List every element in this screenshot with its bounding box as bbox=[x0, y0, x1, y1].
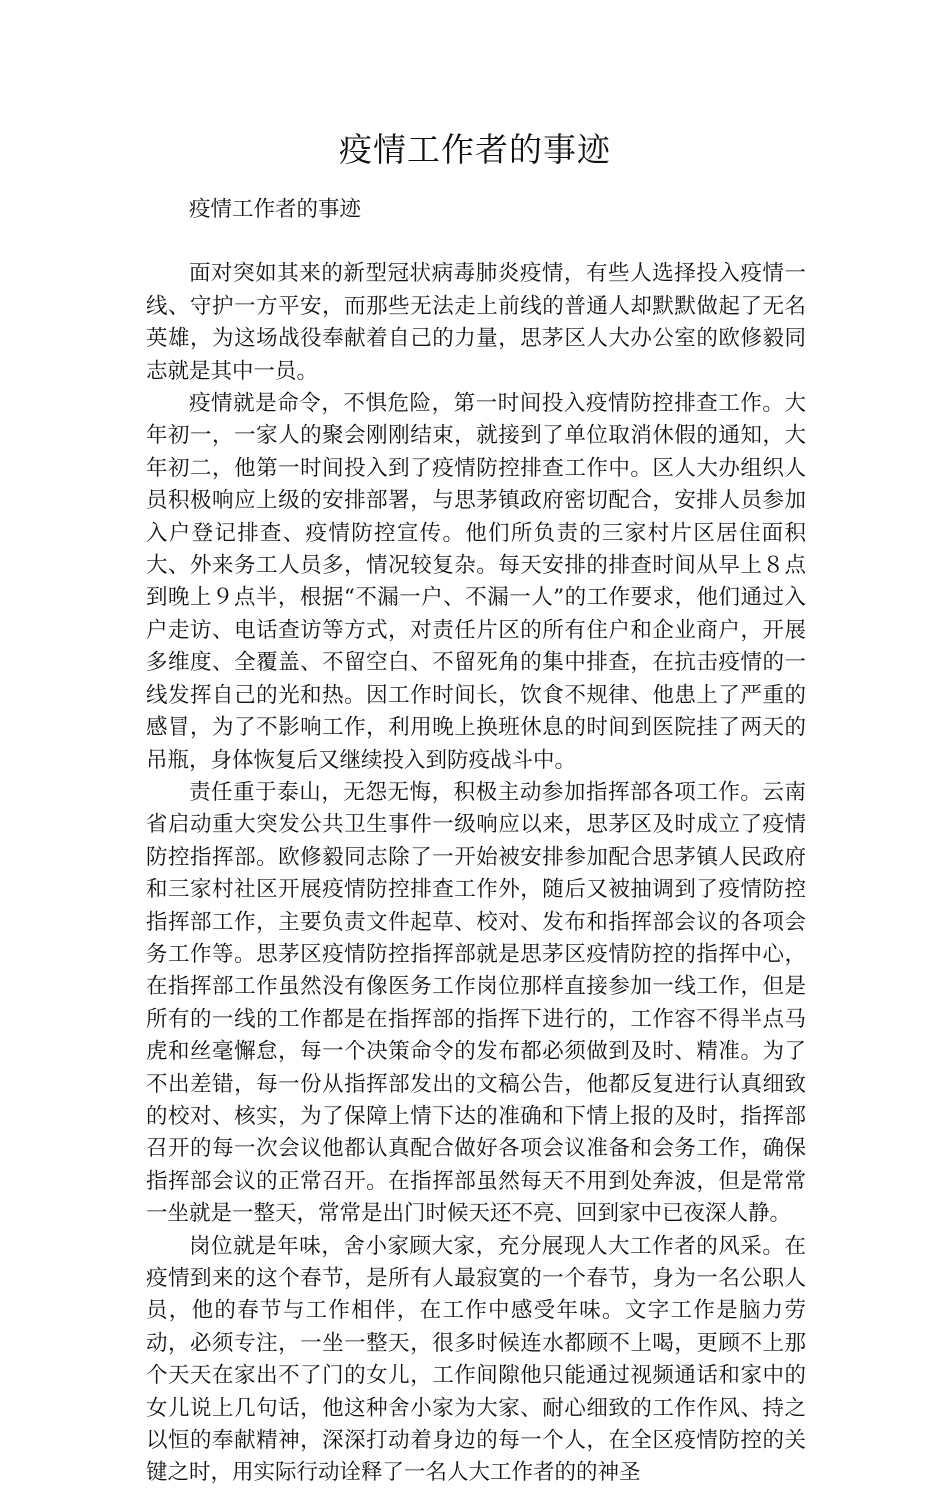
paragraph-2: 疫情就是命令，不惧危险，第一时间投入疫情防控排查工作。大年初一，一家人的聚会刚刚结束，就接到了单位取消休假的通知，大年初二，他第一时间投入到了疫情防控排查工作中。区人大办组织人员积极响应上级的安排部署，与思茅镇政府密切配合，安排人员参加入户登记排查、疫情防控宣传。他们所负责的三家村片区居住面积大、外来务工人员多，情况较复杂。每天安排的排查时间从早上８点到晚上９点半，根据“不漏一户、不漏一人”的工作要求，他们通过入户走访、电话查访等方式，对责任片区的所有住户和企业商户，开展多维度、全覆盖、不留空白、不留死角的集中排查，在抗击疫情的一线发挥自己的光和热。因工作时间长，饮食不规律、他患上了严重的感冒，为了不影响工作，利用晚上换班休息的时间到医院挂了两天的吊瓶，身体恢复后又继续投入到防疫战斗中。 bbox=[146, 391, 806, 773]
paragraph-3: 责任重于泰山，无怨无悔，积极主动参加指挥部各项工作。云南省启动重大突发公共卫生事件一级响应以来，思茅区及时成立了疫情防控指挥部。欧修毅同志除了一开始被安排参加配合思茅镇人民政府和三家村社区开展疫情防控排查工作外，随后又被抽调到了疫情防控指挥部工作，主要负责文件起草、校对、发布和指挥部会议的各项会务工作等。思茅区疫情防控指挥部就是思茅区疫情防控的指挥中心，在指挥部工作虽然没有像医务工作岗位那样直接参加一线工作，但是所有的一线的工作都是在指挥部的指挥下进行的，工作容不得半点马虎和丝毫懈怠，每一个决策命令的发布都必须做到及时、精准。为了不出差错，每一份从指挥部发出的文稿公告，他都反复进行认真细致的校对、核实，为了保障上情下达的准确和下情上报的及时，指挥部召开的每一次会议他都认真配合做好各项会议准备和会务工作，确保指挥部会议的正常召开。在指挥部虽然每天不用到处奔波，但是常常一坐就是一整天，常常是出门时候天还不亮、回到家中已夜深人静。 bbox=[146, 779, 806, 1227]
document-subtitle: 疫情工作者的事迹 bbox=[189, 197, 362, 222]
paragraph-4: 岗位就是年味，舍小家顾大家，充分展现人大工作者的风采。在疫情到来的这个春节，是所有人最寂寞的一个春节，身为一名公职人员，他的春节与工作相伴，在工作中感受年味。文字工作是脑力劳动，必须专注，一坐一整天，很多时候连水都顾不上喝，更顾不上那个天天在家出不了门的女儿，工作间隙他只能通过视频通话和家中的女儿说上几句话，他这种舍小家为大家、耐心细致的工作作风、持之以恒的奉献精神，深深打动着身边的每一个人，在全区疫情防控的关键之时，用实际行动诠释了一名人大工作者的的神圣 bbox=[146, 1233, 806, 1486]
document-title: 疫情工作者的事迹 bbox=[339, 130, 611, 169]
paragraph-1: 面对突如其来的新型冠状病毒肺炎疫情，有些人选择投入疫情一线、守护一方平安，而那些无法走上前线的普通人却默默做起了无名英雄，为这场战役奉献着自己的力量，思茅区人大办公室的欧修毅同志就是其中一员。 bbox=[146, 261, 806, 384]
document-body bbox=[146, 194, 806, 1490]
